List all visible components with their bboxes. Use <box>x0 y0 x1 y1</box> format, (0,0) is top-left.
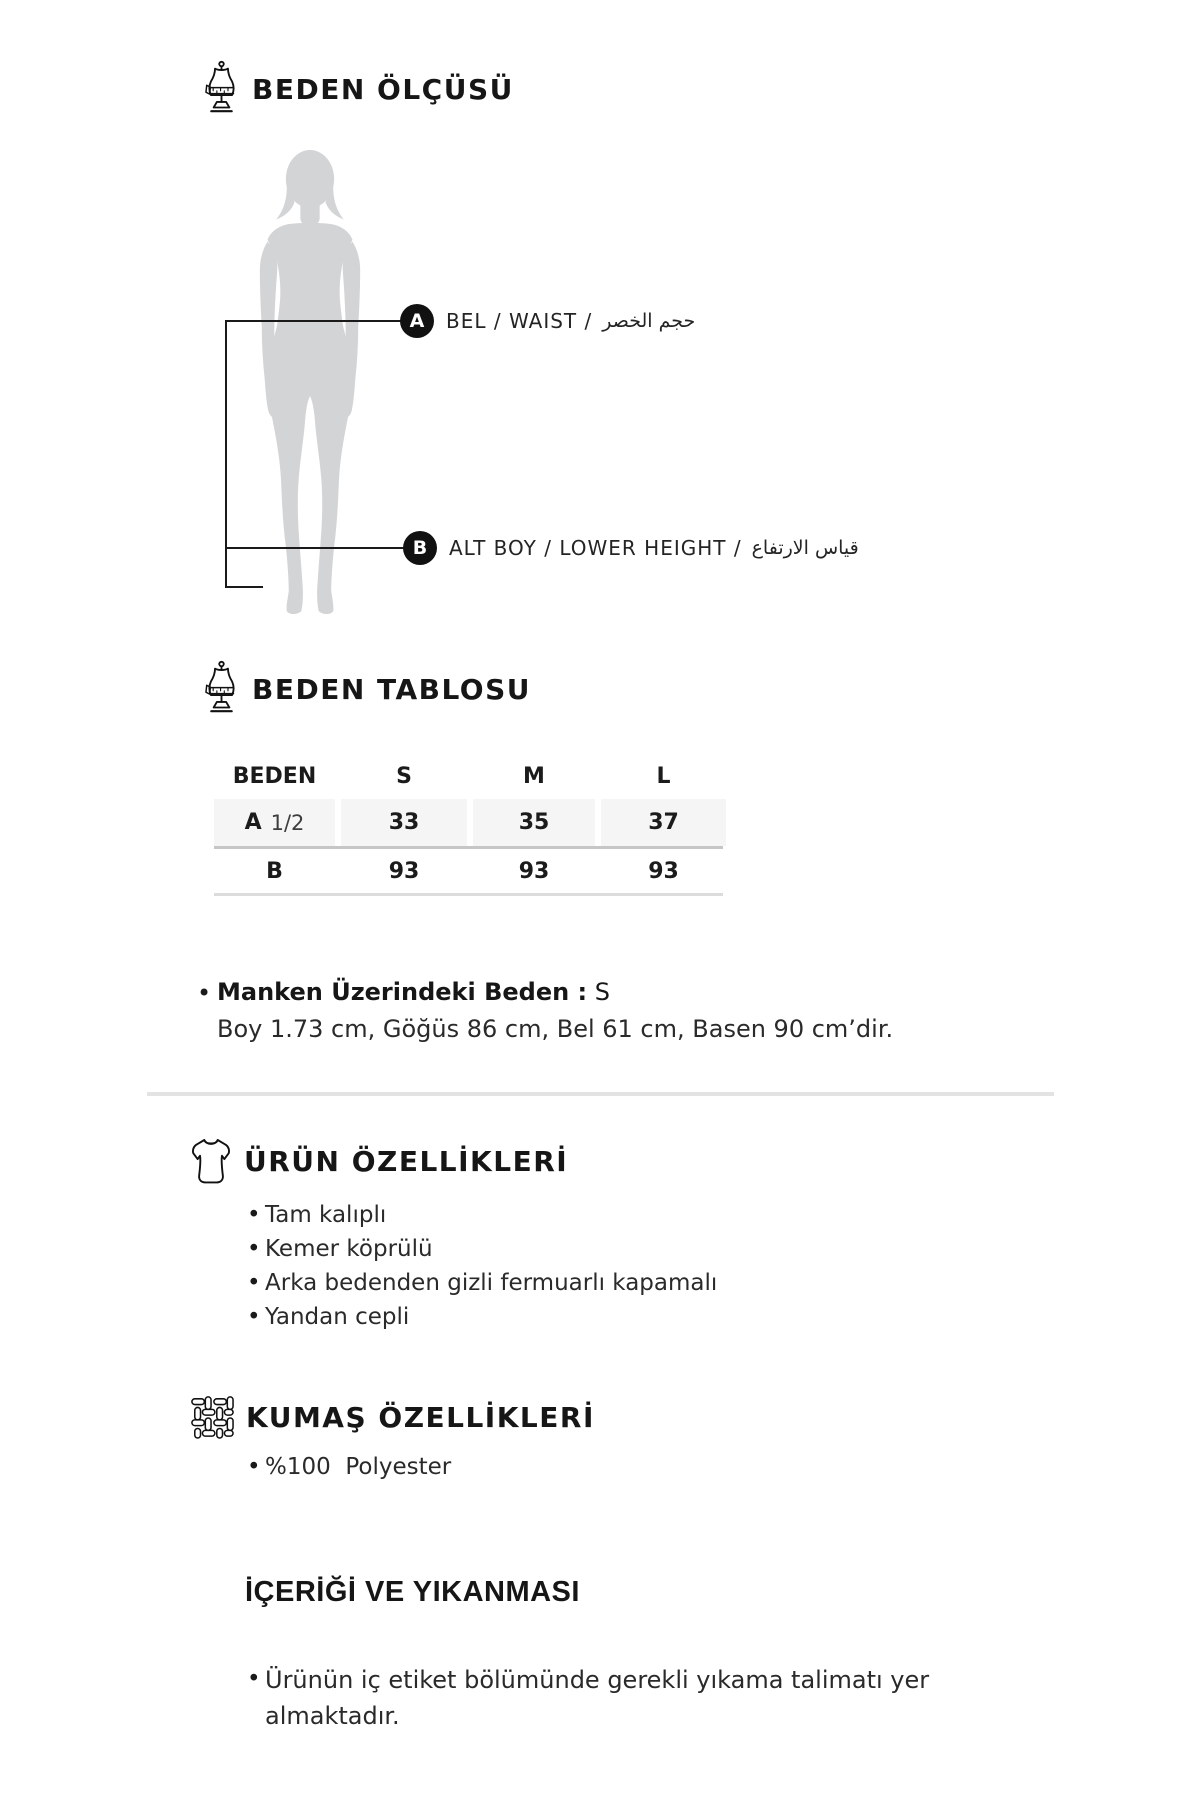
row-label-letter: B <box>266 858 283 884</box>
product-features-header <box>190 1136 568 1186</box>
cell-b-s <box>341 849 467 893</box>
waist-callout-line <box>225 320 402 322</box>
col-header-beden: BEDEN <box>232 763 317 789</box>
cell-a-l <box>601 799 726 846</box>
fabric-features-list <box>247 1456 451 1490</box>
mannequin-measure-icon <box>203 660 240 718</box>
model-size-info <box>197 978 977 1043</box>
cell-value: 93 <box>518 858 550 884</box>
care-title: İÇERİĞİ VE YIKANMASI <box>245 1576 580 1608</box>
list-item: • Yandan cepli <box>247 1306 717 1329</box>
callout-letter-b: B <box>412 537 428 559</box>
list-item: • Kemer köprülü <box>247 1238 717 1261</box>
row-label-b <box>214 849 335 893</box>
callout-label-b <box>449 536 859 560</box>
size-table-header <box>203 660 531 718</box>
col-header-l: L <box>656 763 671 789</box>
callout-letter-a: A <box>409 310 425 332</box>
list-item: • %100 Polyester <box>247 1456 451 1479</box>
size-guide-header <box>203 60 514 118</box>
tshirt-icon <box>190 1136 232 1186</box>
body-silhouette <box>228 141 392 625</box>
section-divider <box>147 1092 1054 1096</box>
cell-a-m <box>473 799 595 846</box>
cell-value: 93 <box>388 858 420 884</box>
model-size-label: Manken Üzerindeki Beden : <box>217 978 588 1006</box>
list-item: • Tam kalıplı <box>247 1204 717 1227</box>
cell-a-s <box>341 799 467 846</box>
table-row <box>214 849 723 893</box>
callout-latin-a: BEL / WAIST / <box>446 309 593 333</box>
size-table <box>214 753 723 896</box>
care-list <box>247 1662 959 1734</box>
model-size-value: S <box>594 978 611 1006</box>
callout-latin-b: ALT BOY / LOWER HEIGHT / <box>449 536 742 560</box>
fabric-features-header <box>190 1394 595 1440</box>
list-item: • Arka bedenden gizli fermuarlı kapamalı <box>247 1272 717 1295</box>
fabric-weave-icon <box>190 1394 234 1440</box>
callout-arabic-b: قياس الارتفاع <box>751 537 859 559</box>
cell-value: 37 <box>648 810 679 835</box>
col-header-m: M <box>523 763 545 789</box>
cell-value: 33 <box>388 810 420 835</box>
model-size-line <box>197 978 977 1006</box>
lower-height-callout-line <box>225 547 404 549</box>
size-guide-title: BEDEN ÖLÇÜSÜ <box>252 72 514 106</box>
callout-badge-a <box>400 304 434 338</box>
cell-value: 93 <box>648 858 679 884</box>
table-row <box>214 799 723 846</box>
callout-arabic-a: حجم الخصر <box>602 310 696 332</box>
callout-badge-b <box>403 531 437 565</box>
callout-label-a <box>446 309 695 333</box>
row-label-sub: 1/2 <box>270 810 305 835</box>
row-label-letter: A <box>244 810 262 835</box>
cell-b-l <box>601 849 726 893</box>
size-table-header-row <box>214 753 723 799</box>
bracket-foot-line <box>225 586 263 588</box>
cell-value: 35 <box>518 810 550 835</box>
mannequin-measure-icon <box>203 60 240 118</box>
product-features-list <box>247 1204 717 1340</box>
list-item: • Ürünün iç etiket bölümünde gerekli yıkama talimatı yer almaktadır. <box>247 1662 959 1734</box>
fabric-features-title: KUMAŞ ÖZELLİKLERİ <box>246 1400 595 1434</box>
col-header-s: S <box>396 763 412 789</box>
row-label-a <box>214 799 335 846</box>
size-table-title: BEDEN TABLOSU <box>252 672 532 706</box>
product-features-title: ÜRÜN ÖZELLİKLERİ <box>244 1144 569 1178</box>
table-bottom-border <box>214 893 723 896</box>
cell-b-m <box>473 849 595 893</box>
model-measurements: Boy 1.73 cm, Göğüs 86 cm, Bel 61 cm, Basen 90 cm’dir. <box>217 1015 894 1043</box>
